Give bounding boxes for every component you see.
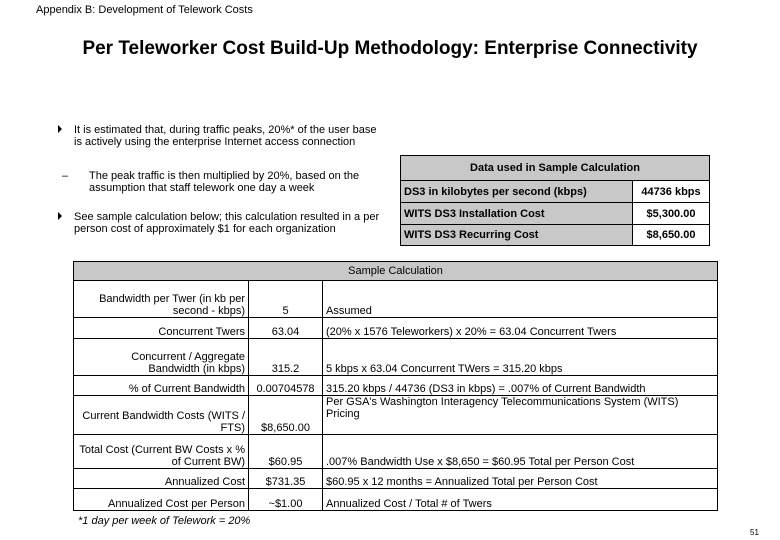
calc-desc: .007% Bandwidth Use x $8,650 = $60.95 Total per Person Cost	[323, 435, 718, 469]
calc-desc: 315.20 kbps / 44736 (DS3 in kbps) = .007% of Current Bandwidth	[323, 376, 718, 396]
calc-label: Concurrent Twers	[74, 318, 249, 339]
calc-desc: Per GSA's Washington Interagency Telecommunications System (WITS) Pricing	[323, 396, 718, 435]
calc-label: Concurrent / Aggregate Bandwidth (in kbps)	[74, 339, 249, 376]
calc-label: Annualized Cost per Person	[74, 489, 249, 511]
sub-bullet-text: The peak traffic is then multiplied by 20%, based on the assumption that staff telework one day a week	[89, 170, 360, 194]
calc-table-title: Sample Calculation	[74, 262, 718, 281]
bullet-text: It is estimated that, during traffic peaks, 20%* of the user base is actively using the enterprise Internet access connection	[74, 124, 377, 148]
page-number: 51	[750, 528, 759, 537]
data-label: WITS DS3 Recurring Cost	[401, 225, 633, 246]
data-table	[400, 155, 710, 246]
calc-value: 0.00704578	[249, 376, 323, 396]
appendix-label: Appendix B: Development of Telework Costs	[36, 4, 253, 16]
bullet-text: See sample calculation below; this calculation resulted in a per person cost of approximately $1 for each organization	[74, 211, 380, 235]
data-value: $8,650.00	[633, 225, 710, 246]
calc-value: $731.35	[249, 469, 323, 489]
data-value: 44736 kbps	[633, 181, 710, 203]
data-label: WITS DS3 Installation Cost	[401, 203, 633, 225]
footnote: *1 day per week of Telework = 20%	[78, 515, 251, 527]
calc-desc: Assumed	[323, 281, 718, 318]
page-title: Per Teleworker Cost Build-Up Methodology: Enterprise Connectivity	[82, 38, 698, 59]
dash-icon: –	[62, 170, 69, 182]
data-label: DS3 in kilobytes per second (kbps)	[401, 181, 633, 203]
calc-value: $8,650.00	[249, 396, 323, 435]
calc-label: Bandwidth per Twer (in kb per second - kbps)	[74, 281, 249, 318]
calc-label: Current Bandwidth Costs (WITS / FTS)	[74, 396, 249, 435]
calc-value: $60.95	[249, 435, 323, 469]
bullet-triangle-icon	[58, 125, 62, 133]
calc-desc: (20% x 1576 Teleworkers) x 20% = 63.04 Concurrent Twers	[323, 318, 718, 339]
calc-table	[73, 261, 718, 511]
calc-desc: Annualized Cost / Total # of Twers	[323, 489, 718, 511]
calc-desc: 5 kbps x 63.04 Concurrent TWers = 315.20 kbps	[323, 339, 718, 376]
bullet-triangle-icon	[58, 212, 62, 220]
calc-label: Annualized Cost	[74, 469, 249, 489]
calc-value: ~$1.00	[249, 489, 323, 511]
calc-label: % of Current Bandwidth	[74, 376, 249, 396]
bullet-2	[74, 211, 389, 235]
calc-value: 63.04	[249, 318, 323, 339]
calc-value: 5	[249, 281, 323, 318]
bullet-1	[74, 124, 384, 148]
data-value: $5,300.00	[633, 203, 710, 225]
data-table-title: Data used in Sample Calculation	[401, 156, 710, 181]
calc-desc: $60.95 x 12 months = Annualized Total per Person Cost	[323, 469, 718, 489]
calc-label: Total Cost (Current BW Costs x % of Current BW)	[74, 435, 249, 469]
calc-value: 315.2	[249, 339, 323, 376]
